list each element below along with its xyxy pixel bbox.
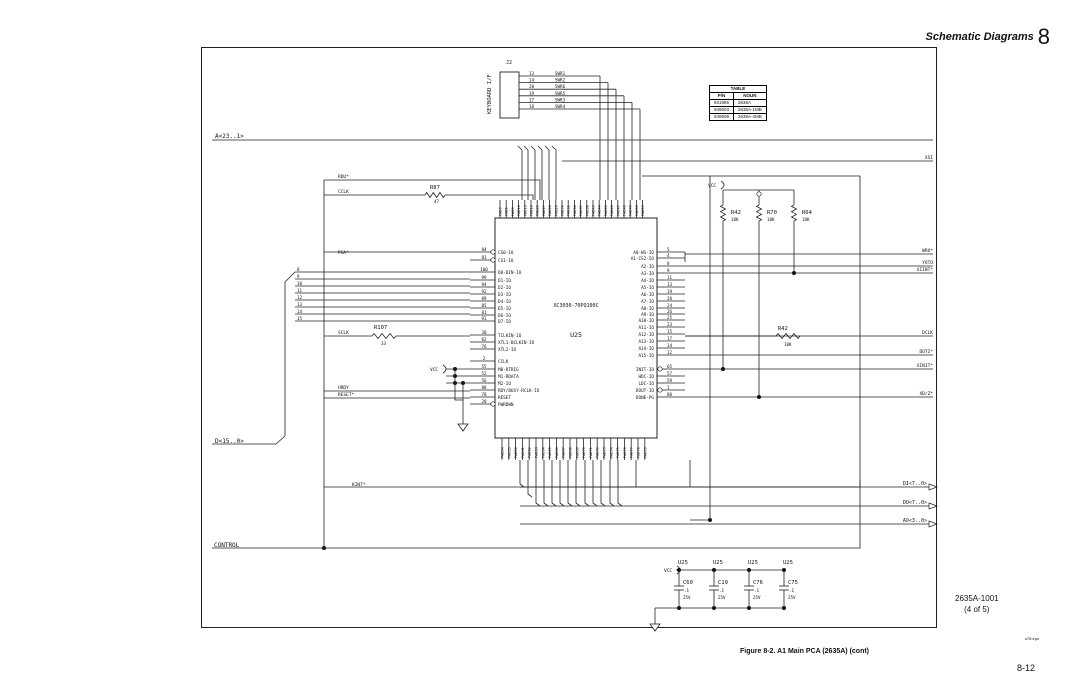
cap-ref: C60: [683, 580, 693, 586]
cap-unit: U25: [678, 560, 688, 566]
pin-name: A15-IO: [638, 354, 654, 359]
pin-label: PAD37: [579, 205, 584, 216]
table-cell: 949503: [710, 107, 734, 114]
pin-number: 57: [667, 371, 673, 376]
connector-pin: 13: [529, 71, 535, 76]
bus-tap: [538, 146, 542, 150]
hrdy-label: HRDY: [338, 386, 349, 391]
document-number-block: [955, 593, 999, 615]
pin-label: PAD43: [591, 205, 596, 216]
pin-number: 5: [667, 247, 670, 252]
table-cell: 2635A-2MB: [734, 114, 767, 121]
inversion-bubble: [658, 367, 662, 371]
net-label: YOTO: [922, 261, 933, 266]
resistor-value: 10K: [802, 217, 810, 222]
resistor-value: 10K: [767, 217, 775, 222]
pin-label: PAD62: [527, 447, 532, 458]
pin-number: 65: [667, 364, 673, 369]
pin-name: A7-IO: [641, 300, 654, 305]
cclk-line: [445, 195, 533, 200]
pin-label: PAD9: [510, 207, 515, 216]
d-line-number: 15: [297, 316, 303, 321]
pin-label: PAD10: [517, 205, 522, 216]
connector-pin: 19: [529, 90, 535, 96]
document-number: 2635A-1001: [955, 594, 999, 603]
pin-number: 20: [667, 296, 673, 301]
pin-number: 91: [481, 316, 487, 321]
vcc-label: VCC: [708, 184, 717, 189]
page-number: 8-12: [1017, 663, 1036, 673]
pin-label: PAD0: [498, 207, 503, 216]
pin-label: PAD28: [548, 205, 553, 216]
pin-label: PAD68: [568, 447, 573, 458]
di-bus-label: DI<7..0>: [902, 481, 927, 487]
pin-number: 26: [667, 309, 673, 314]
table-header-pn: P/N: [710, 93, 734, 100]
inversion-bubble: [658, 388, 662, 392]
pin-label: PAD67: [561, 447, 566, 458]
pin-label: PAD44: [597, 205, 602, 216]
ao-vertical: [690, 176, 710, 520]
pin-number: 4: [667, 253, 670, 258]
table-header-noun: NOUN: [734, 93, 767, 100]
bus-arrow: [929, 484, 937, 490]
bus-entry: [560, 460, 564, 506]
connector-net: SWR4: [555, 104, 566, 109]
pin-number: 1: [667, 385, 670, 390]
net-label: DOTI*: [919, 350, 933, 355]
pin-label: PAD76: [622, 447, 627, 458]
resistor-symbol: [721, 205, 726, 221]
cap-unit: U25: [783, 560, 793, 566]
pin-number: 25: [667, 315, 673, 320]
pin-name: D2-IO: [498, 286, 511, 291]
resistor-symbol: [425, 193, 445, 198]
pin-name: A5-IO: [641, 286, 654, 291]
pin-number: 100: [480, 267, 488, 272]
pin-label: PAD5: [504, 207, 509, 216]
connector-pin: 18: [529, 104, 535, 109]
pin-name: A4-IO: [641, 279, 654, 284]
pin-number: 52: [481, 371, 487, 376]
bus-entry: [585, 460, 589, 506]
ground-symbol: [458, 424, 468, 431]
bus-entry: [593, 460, 597, 506]
pin-name: INIT-IO: [635, 368, 654, 373]
connector-label: KEYBOARD I/F: [487, 74, 493, 114]
pin-number: 99: [481, 275, 487, 280]
cap-value: .1: [754, 588, 760, 593]
kint-label: KINT*: [352, 483, 366, 488]
pin-number: 8: [667, 261, 670, 266]
pin-number: 9: [667, 268, 670, 273]
resistor-symbol: [757, 205, 762, 221]
pin-number: 15: [667, 329, 673, 334]
resistor-ref: R70: [767, 210, 777, 216]
resistor-value: 10K: [731, 217, 739, 222]
pin-number: 85: [481, 303, 487, 308]
pin-number: 83: [481, 255, 487, 260]
pin-label: PAD38: [585, 205, 590, 216]
connector-pin: 17: [529, 97, 535, 103]
pin-label: PAD72: [595, 447, 600, 458]
cap-value: .1: [719, 588, 725, 593]
pin-name: A8-IO: [641, 307, 654, 312]
pin-name: D7-IO: [498, 320, 511, 325]
d-line-number: 9: [297, 274, 300, 279]
connector-net: SWR2: [555, 77, 566, 83]
pin-number: 81: [481, 310, 487, 315]
pin-number: 84: [481, 247, 487, 252]
net-label: XIINT*: [916, 268, 933, 273]
resistor-ref: R107: [374, 325, 388, 331]
a-bus-label: A<23..1>: [215, 133, 244, 140]
d-line-number: 11: [297, 288, 303, 293]
pin-number: 14: [667, 343, 673, 348]
resistor-ref: R42: [778, 326, 788, 332]
pin-name: DOUT-IO: [635, 389, 654, 394]
pin-name: CS0-IO: [498, 251, 514, 256]
bus-tap: [518, 146, 522, 150]
connector-ref: J2: [506, 60, 513, 66]
reset-label: RESET*: [338, 393, 355, 398]
pin-label: PAD74: [609, 447, 614, 458]
connector-j2: [500, 72, 519, 118]
bus-arrow: [929, 503, 937, 509]
pin-name: D5-IO: [498, 307, 511, 312]
pin-number: 24: [667, 303, 673, 308]
pin-label: PAD79: [643, 447, 648, 458]
pin-label: PAD56: [514, 447, 519, 458]
cap-voltage: 25V: [788, 595, 796, 600]
connector-net: SWR5: [555, 90, 566, 96]
pin-label: PAD34: [572, 205, 577, 216]
d-line-number: 13: [297, 302, 303, 307]
bus-tap: [524, 146, 528, 150]
pin-name: RESET: [498, 396, 511, 401]
pin-number: 89: [481, 296, 487, 301]
pin-label: PAD30: [560, 205, 565, 216]
bus-entry: [536, 460, 540, 506]
cap-voltage: 25V: [718, 595, 726, 600]
cap-voltage: 25V: [683, 595, 691, 600]
pin-label: PAD66: [554, 447, 559, 458]
inversion-bubble: [491, 402, 495, 406]
pin-number: 2: [482, 356, 486, 361]
pin-label: PAD49: [628, 205, 633, 216]
bus-entry: [610, 460, 614, 506]
sheet-number: (4 of 5): [964, 605, 990, 614]
chapter-number: 8: [1037, 24, 1050, 49]
table-title: TABLE: [710, 86, 767, 93]
kint-line: [324, 480, 860, 487]
net-label: XD/Z*: [919, 392, 933, 397]
pin-name: A12-IO: [638, 333, 654, 338]
pin-number: 82: [481, 337, 487, 342]
rdu-label: RDU*: [338, 175, 349, 180]
pin-number: 28: [481, 399, 487, 404]
junction-dot: [721, 367, 725, 371]
xsi-label: XSI: [924, 156, 933, 161]
net-label: DCLK: [922, 331, 933, 336]
connector-net: SWR6: [555, 84, 566, 90]
net-label: WRU*: [922, 249, 933, 254]
resistor-ref: R64: [802, 210, 812, 216]
ic-part-number: XC3030-70PQ100C: [553, 303, 599, 309]
pin-name: A13-IO: [638, 340, 654, 345]
bus-entry: [568, 460, 572, 506]
pin-name: A14-IO: [638, 347, 654, 352]
pin-name: LDC-IO: [638, 382, 654, 387]
pin-name: D4-IO: [498, 300, 511, 305]
d-bus-line: [212, 272, 295, 444]
header-title: Schematic Diagrams: [925, 31, 1034, 43]
pin-label: PAD63: [534, 447, 539, 458]
pin-number: 11: [667, 275, 673, 280]
pin-number: 55: [481, 364, 487, 369]
d-line-number: 14: [297, 309, 303, 314]
pin-label: PAD65: [548, 447, 553, 458]
pin-name: CCLK: [498, 360, 509, 365]
pin-name: D3-IO: [498, 293, 511, 298]
pin-number: 88: [481, 385, 487, 390]
bus-entry: [576, 460, 580, 506]
pin-number: 59: [667, 378, 673, 383]
figure-caption: Figure 8-2. A1 Main PCA (2635A) (cont): [740, 648, 870, 655]
pin-number: 23: [667, 322, 673, 327]
pin-name: DONE-PG: [635, 396, 654, 401]
pin-name: D1-IO: [498, 279, 511, 284]
pin-label: PAD53: [641, 205, 646, 216]
vcc-symbol: [443, 365, 446, 373]
pin-label: PAD47: [616, 205, 621, 216]
resistor-symbol: [792, 205, 797, 221]
cap-ref: C19: [718, 580, 728, 586]
table-cell: 931985: [710, 100, 734, 107]
resistor-ref: R87: [430, 185, 440, 191]
connector-pin: 14: [529, 77, 535, 83]
pin-label: PAD71: [588, 447, 593, 458]
net-label: XINIT*: [916, 364, 933, 369]
d-bus-label: D<15..0>: [215, 438, 244, 445]
pin-name: A6-IO: [641, 293, 654, 298]
table-cell: 949508: [710, 114, 734, 121]
junction-dot: [792, 271, 796, 275]
pin-label: PAD27: [541, 205, 546, 216]
pin-name: A1-CS2-IO: [630, 257, 654, 262]
pin-label: PAD48: [622, 205, 627, 216]
cap-value: .1: [789, 588, 795, 593]
d-line-number: 12: [297, 295, 303, 300]
pin-label: PAD14: [529, 205, 534, 216]
pin-label: PAD61: [520, 447, 525, 458]
connector-net: SWR1: [555, 71, 566, 76]
pin-name: A11-IO: [638, 326, 654, 331]
pin-name: RDY/BUSY-RCLK-IO: [498, 389, 540, 394]
bus-tap: [545, 146, 549, 150]
pin-name: A3-IO: [641, 272, 654, 277]
pin-number: 80: [667, 392, 673, 397]
vcc-label: VCC: [430, 368, 439, 373]
pin-name: A2-IO: [641, 265, 654, 270]
bus-arrow: [929, 521, 937, 527]
pin-name: CS1-IO: [498, 259, 514, 264]
pin-label: PAD75: [616, 447, 621, 458]
cap-ref: C76: [753, 580, 763, 586]
right-return: [642, 176, 860, 484]
pin-number: 78: [481, 392, 487, 397]
pin-name: XTL1-BCLKIN-IO: [498, 341, 535, 346]
pin-label: PAD78: [636, 447, 641, 458]
resistor-value: 33: [381, 341, 387, 346]
resistor-value: 10K: [784, 342, 792, 347]
ground-symbol: [650, 624, 660, 631]
inversion-bubble: [491, 258, 495, 262]
bus-entry: [520, 460, 524, 487]
pin-label: PAD69: [575, 447, 580, 458]
table-cell: 2635A-1MB: [734, 107, 767, 114]
pin-name: A10-IO: [638, 319, 654, 324]
pin-label: PAD54: [500, 447, 505, 458]
pin-label: PAD50: [634, 205, 639, 216]
pin-name: M2-IO: [498, 382, 511, 387]
pin-name: M1-RDATA: [498, 375, 519, 380]
sclk-label: SCLK: [338, 331, 349, 336]
pin-number: 76: [481, 344, 487, 349]
cclk-label: CCLK: [338, 190, 349, 195]
pin-name: M0-RTRIG: [498, 368, 519, 373]
resistor-symbol: [372, 334, 396, 339]
d-line-number: 8: [297, 267, 300, 272]
cap-voltage: 25V: [753, 595, 761, 600]
resistor-symbol: [776, 334, 800, 339]
pin-name: A0-WS-IO: [633, 251, 654, 256]
connector-pin: 20: [529, 84, 535, 90]
bus-entry: [544, 460, 548, 506]
pin-label: PAD45: [603, 205, 608, 216]
pin-label: PAD29: [554, 205, 559, 216]
cap-unit: U25: [713, 560, 723, 566]
pin-label: PAD70: [582, 447, 587, 458]
pin-label: PAD46: [610, 205, 615, 216]
pin-number: 92: [481, 289, 487, 294]
file-tag: s78.eps: [1025, 636, 1040, 641]
pin-label: PAD31: [566, 205, 571, 216]
pin-name: HDC-IO: [638, 375, 654, 380]
pin-number: 56: [481, 378, 487, 383]
d-line-number: 10: [297, 281, 303, 286]
pin-number: 12: [667, 350, 673, 355]
pin-label: PAD64: [541, 447, 546, 458]
resistor-value: 47: [434, 199, 440, 204]
cap-ref: C75: [788, 580, 798, 586]
bus-entry: [528, 460, 532, 497]
pin-name: TCLKIN-IO: [498, 334, 522, 339]
pin-name: A9-IO: [641, 313, 654, 318]
pin-name: D6-IO: [498, 314, 511, 319]
pin-number: 17: [667, 336, 673, 341]
pin-number: 19: [667, 289, 673, 294]
pin-label: PAD73: [602, 447, 607, 458]
ic-reference: U25: [570, 331, 582, 339]
inversion-bubble: [491, 250, 495, 254]
junction-dot: [757, 395, 761, 399]
table-cell: 2635A: [734, 100, 767, 107]
bus-tap: [552, 146, 556, 150]
vcc-label: VCC: [664, 569, 673, 574]
pin-label: PAD13: [523, 205, 528, 216]
pin-number: 30: [481, 330, 487, 335]
cap-value: .1: [684, 588, 690, 593]
do-bus-label: DO<7..0>: [902, 500, 927, 506]
pin-number: 13: [667, 282, 673, 287]
bus-entry: [601, 460, 605, 506]
pin-label: PAD55: [507, 447, 512, 458]
pin-label: PAD26: [535, 205, 540, 216]
pin-number: 94: [481, 282, 487, 287]
bus-entry: [618, 460, 622, 506]
pga-label: PGA*: [338, 251, 349, 256]
pin-name: D0-DIN-IO: [498, 271, 522, 276]
ao-bus-label: AO<3..0>: [902, 518, 927, 524]
resistor-ref: R42: [731, 210, 741, 216]
test-point: [757, 192, 761, 196]
vcc-symbol: [721, 181, 724, 189]
connector-net: SWR3: [555, 97, 566, 103]
pin-name: XTL2-IO: [498, 348, 517, 353]
pin-name: PWRDWN: [498, 403, 514, 408]
bus-entry: [552, 460, 556, 506]
control-label: CONTROL: [214, 542, 240, 549]
pin-label: PAD77: [629, 447, 634, 458]
cap-unit: U25: [748, 560, 758, 566]
bus-tap: [531, 146, 535, 150]
